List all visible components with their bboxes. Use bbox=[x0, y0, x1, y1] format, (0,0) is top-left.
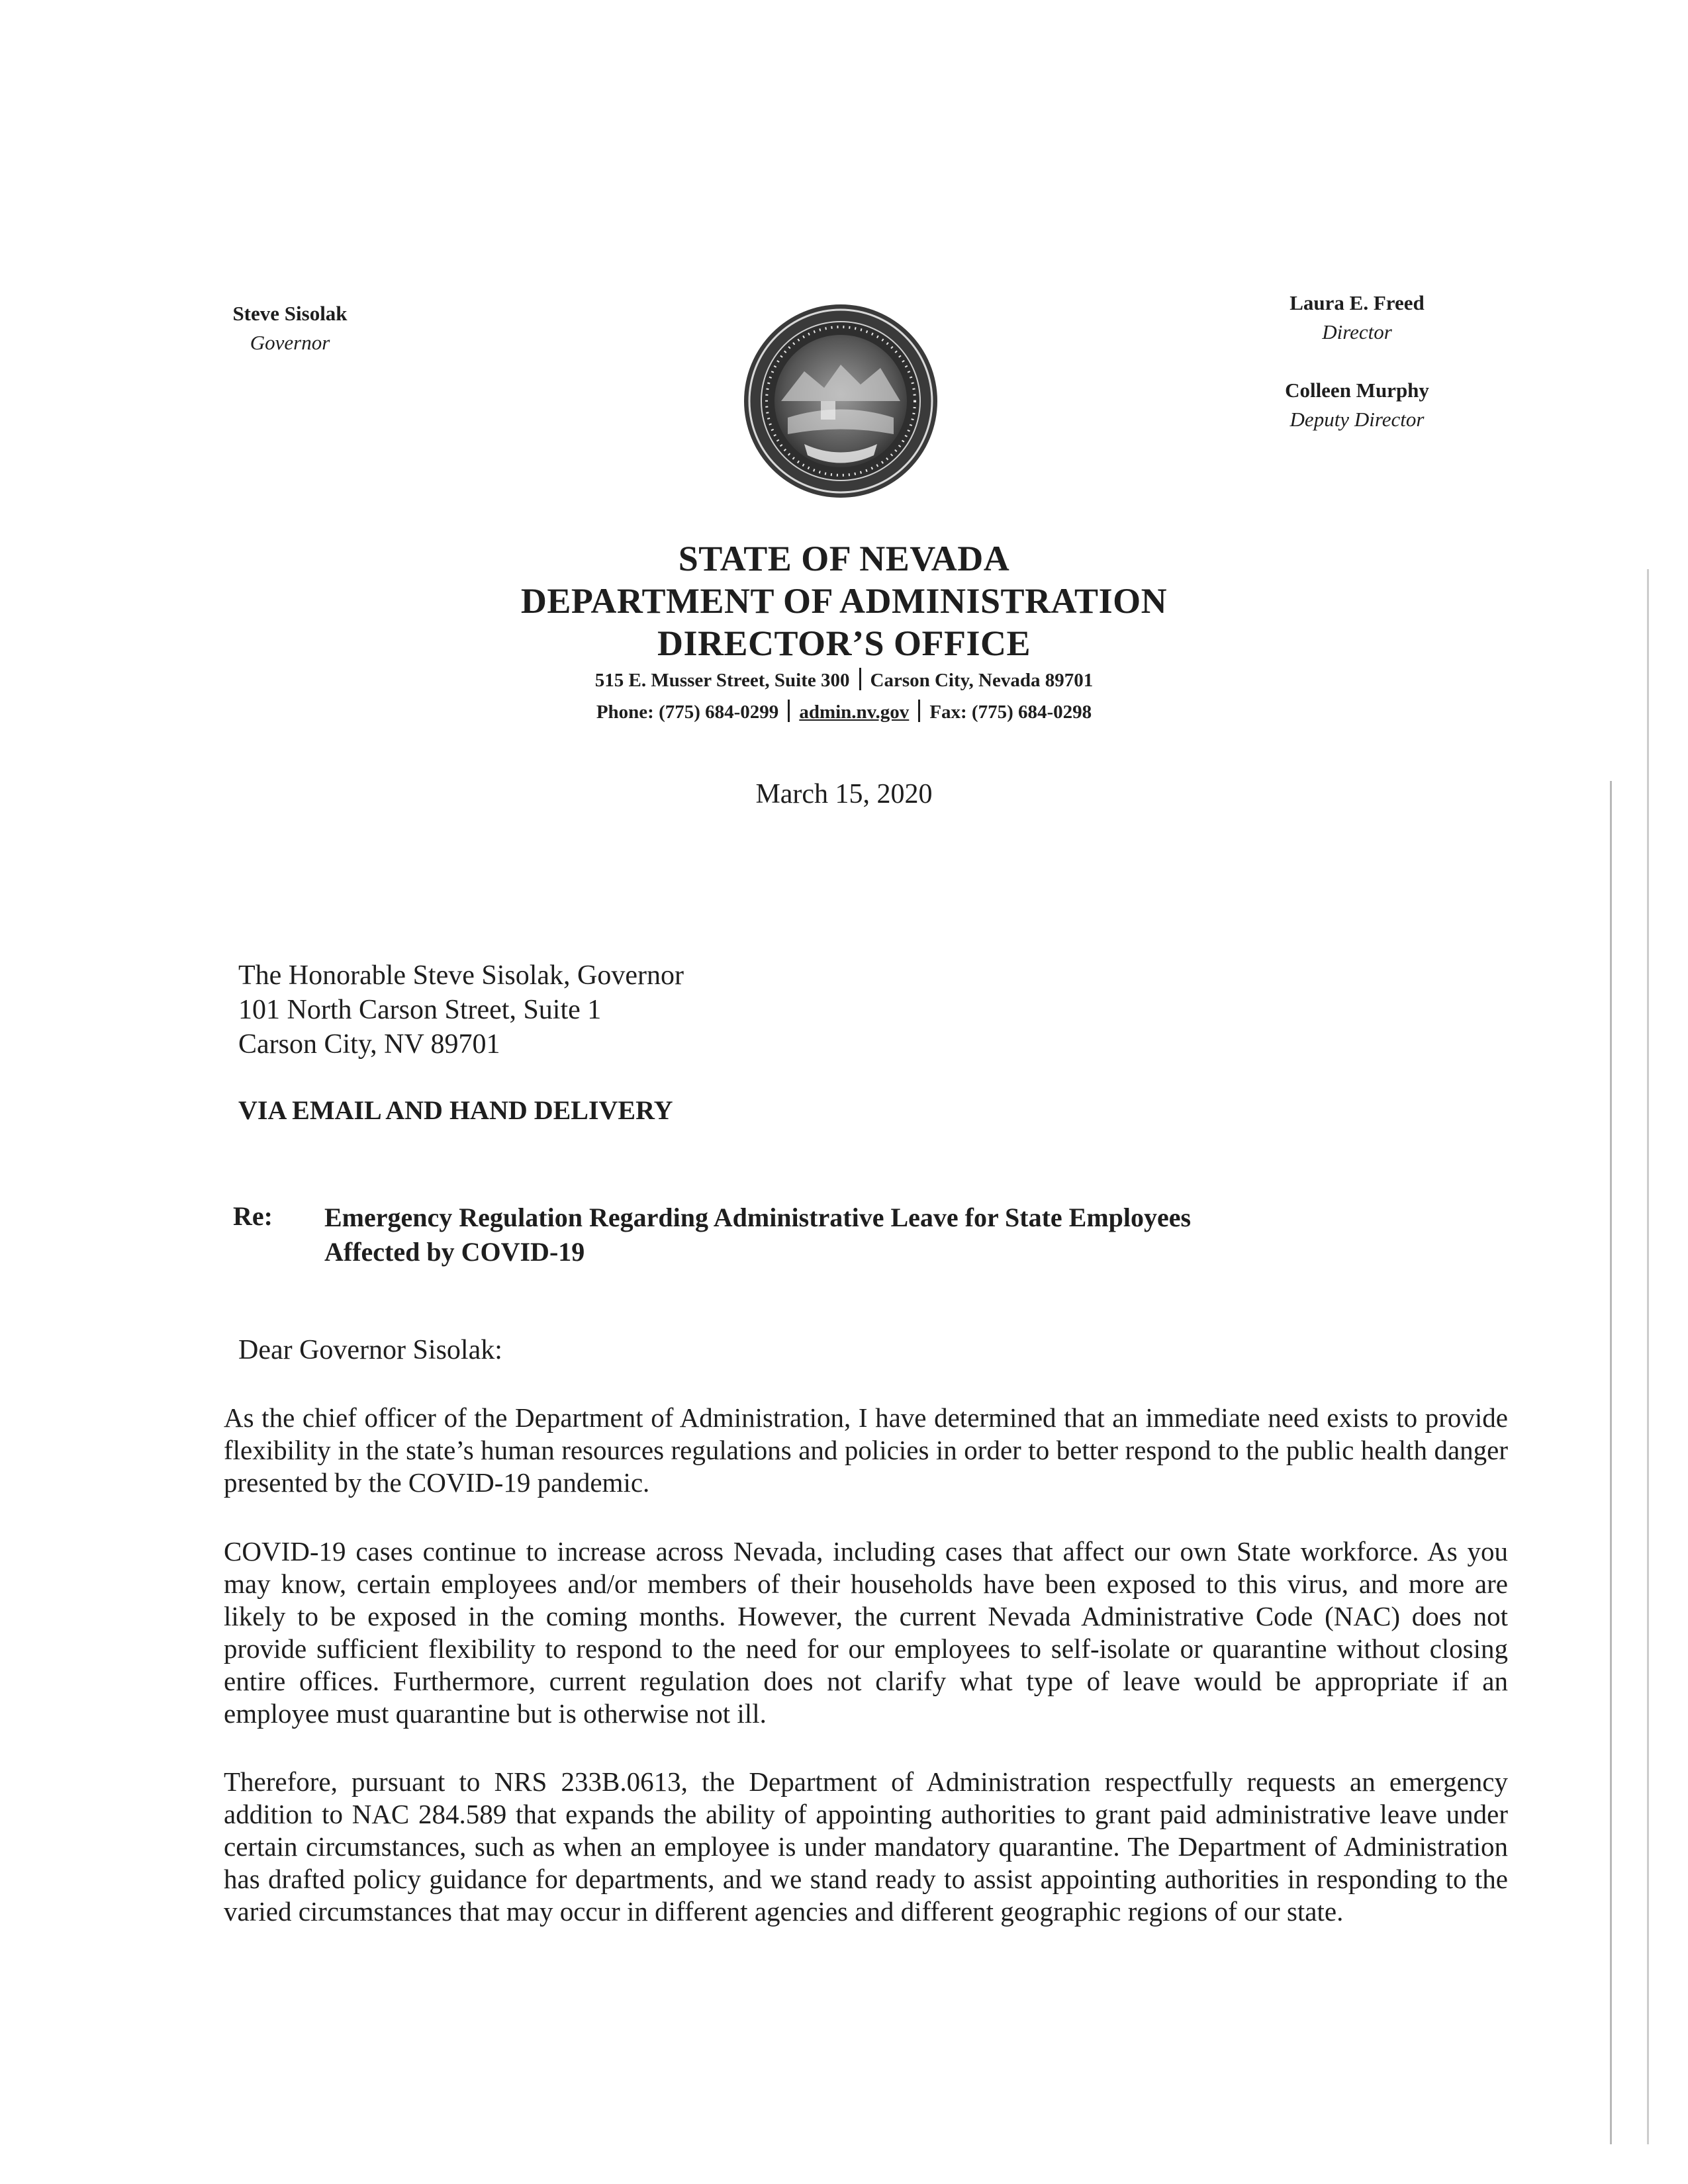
body-paragraph-1: As the chief officer of the Department of Administration, I have determined that an immediate need exists to provide flexibility in the state’s human resources regulations and policies in order to better respond to the public health danger presented by the COVID-19 pandemic. bbox=[224, 1402, 1508, 1498]
street-address: 515 E. Musser Street, Suite 300 bbox=[594, 670, 850, 691]
office-heading: DIRECTOR’S OFFICE bbox=[657, 623, 1031, 663]
city-address: Carson City, Nevada 89701 bbox=[870, 670, 1094, 691]
governor-name: Steve Sisolak bbox=[232, 302, 348, 325]
separator-divider bbox=[788, 700, 790, 722]
addressee-name: The Honorable Steve Sisolak, Governor bbox=[238, 960, 684, 991]
scan-edge-divider bbox=[1610, 781, 1612, 2144]
address-line bbox=[0, 664, 1688, 696]
director-name: Laura E. Freed bbox=[1289, 291, 1425, 314]
directors-block bbox=[1258, 289, 1456, 434]
subject-label: Re: bbox=[233, 1201, 273, 1231]
phone-number: Phone: (775) 684-0299 bbox=[596, 702, 779, 723]
delivery-method: VIA EMAIL AND HAND DELIVERY bbox=[238, 1095, 673, 1125]
scan-edge-divider bbox=[1647, 569, 1649, 2144]
separator-divider bbox=[918, 700, 920, 722]
director-title: Director bbox=[1322, 320, 1392, 343]
subject-text bbox=[324, 1201, 1191, 1269]
salutation: Dear Governor Sisolak: bbox=[238, 1335, 502, 1365]
addressee-city: Carson City, NV 89701 bbox=[238, 1029, 500, 1060]
subject-line-2: Affected by COVID-19 bbox=[324, 1237, 585, 1267]
governor-title: Governor bbox=[250, 331, 330, 354]
website-link[interactable]: admin.nv.gov bbox=[799, 702, 910, 723]
governor-block bbox=[191, 299, 389, 357]
deputy-director-name: Colleen Murphy bbox=[1285, 379, 1429, 402]
addressee-street: 101 North Carson Street, Suite 1 bbox=[238, 995, 602, 1025]
body-paragraph-3: Therefore, pursuant to NRS 233B.0613, the Department of Administration respectfully requests an emergency addition to NAC 284.589 that expands the ability of appointing authorities to grant paid administrative leave under certain circumstances, such as when an employee is under mandatory quarantine. The Department of Administration has drafted policy guidance for departments, and we stand ready to assist appointing authorities in responding to the varied circumstances that may occur in different agencies and different geographic regions of our state. bbox=[224, 1766, 1508, 1927]
body-paragraph-2: COVID-19 cases continue to increase across Nevada, including cases that affect our own State workforce. As you may know, certain employees and/or members of their households have been exposed to this virus, and more are likely to be exposed in the coming months. However, the current Nevada Administrative Code (NAC) does not provide sufficient flexibility to respond to the need for our employees to self-isolate or quarantine without closing entire offices. Furthermore, current regulation does not clarify what type of leave would be appropriate if an employee must quarantine but is otherwise not ill. bbox=[224, 1536, 1508, 1729]
deputy-director-title: Deputy Director bbox=[1289, 408, 1425, 431]
department-header bbox=[0, 537, 1688, 728]
addressee-block bbox=[238, 958, 684, 1062]
state-name-heading: STATE OF NEVADA bbox=[678, 539, 1010, 578]
separator-divider bbox=[859, 668, 861, 690]
letter-date: March 15, 2020 bbox=[755, 779, 933, 809]
department-heading: DEPARTMENT OF ADMINISTRATION bbox=[520, 581, 1168, 621]
fax-number: Fax: (775) 684-0298 bbox=[929, 702, 1092, 723]
subject-line-1: Emergency Regulation Regarding Administrative Leave for State Employees bbox=[324, 1203, 1192, 1232]
nevada-state-seal-icon bbox=[741, 302, 940, 500]
contact-line bbox=[0, 696, 1688, 728]
